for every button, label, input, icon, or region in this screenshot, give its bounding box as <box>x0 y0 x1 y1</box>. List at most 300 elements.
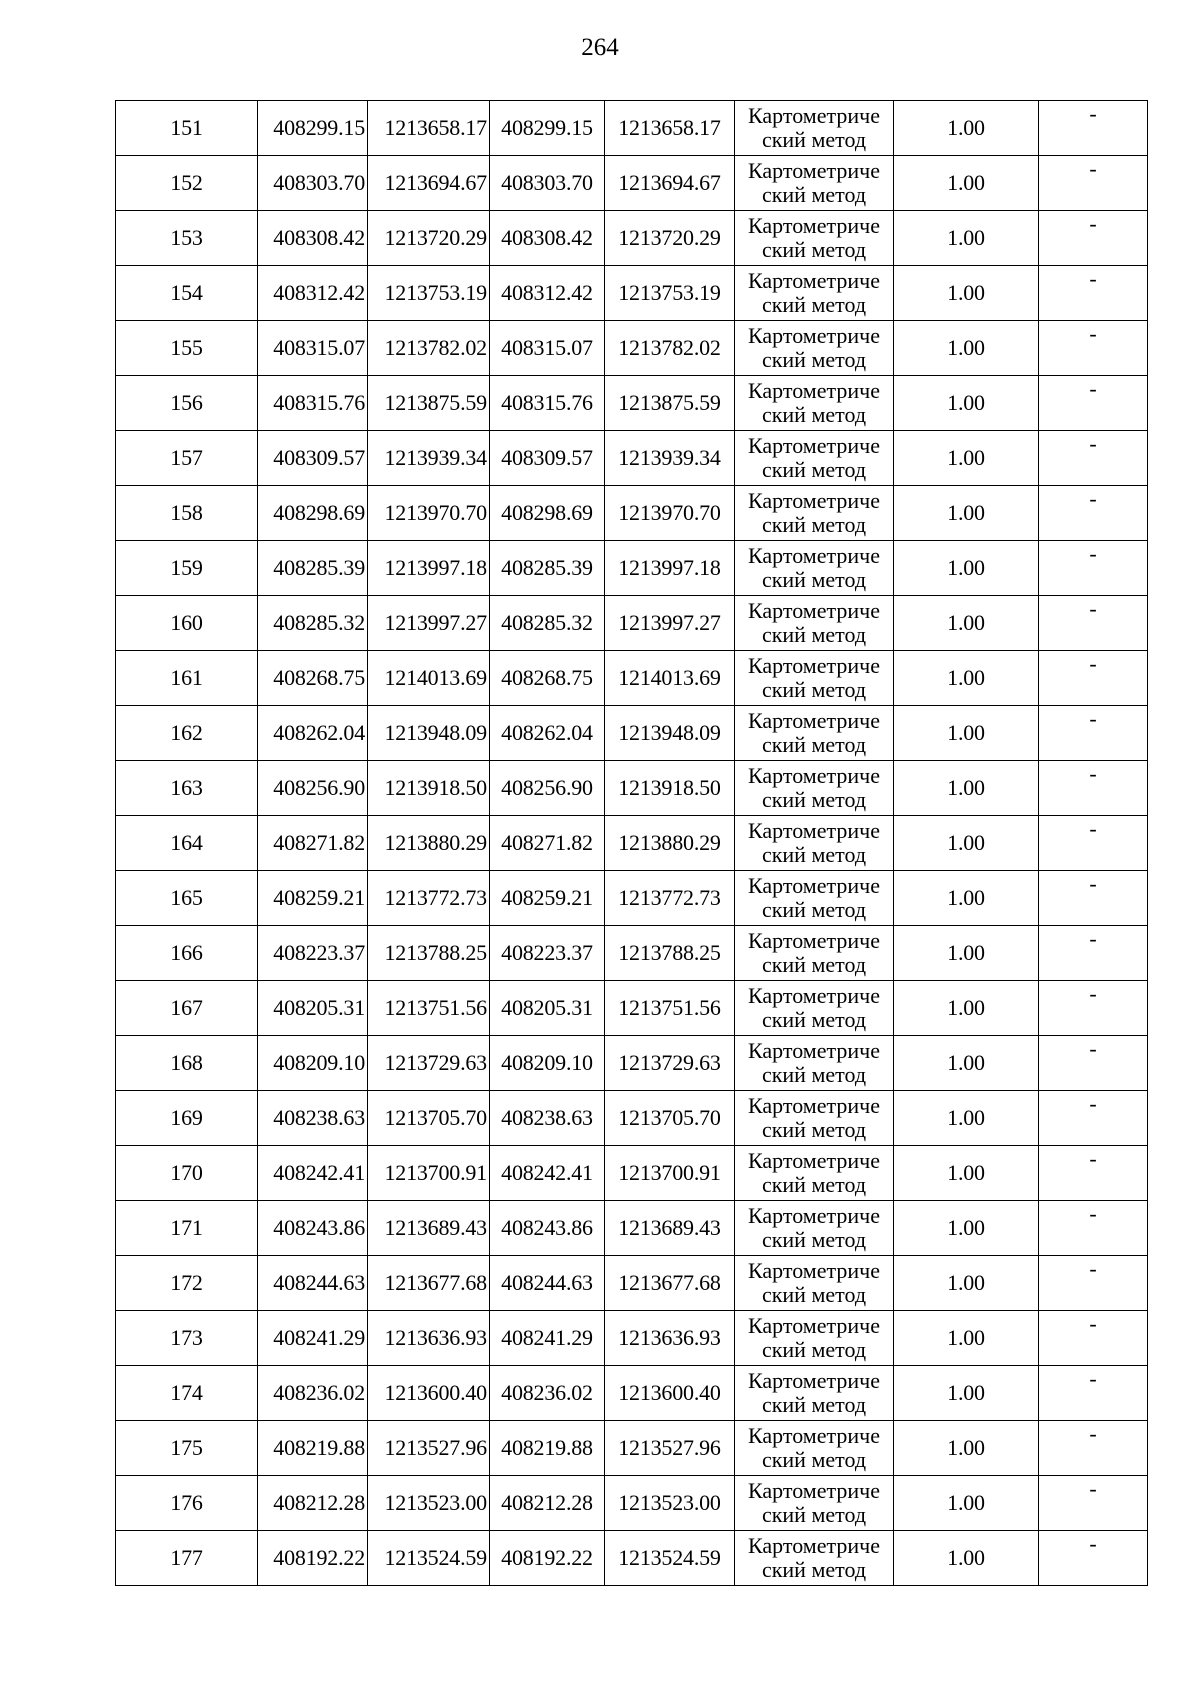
x-existing-cell: 408241.29 <box>258 1311 368 1366</box>
method-line-1: Картометриче <box>748 1313 880 1338</box>
x-existing-cell: 408298.69 <box>258 486 368 541</box>
note-cell: - <box>1039 1146 1148 1201</box>
method-line-1: Картометриче <box>748 103 880 128</box>
table-row <box>116 1091 1148 1146</box>
method-cell <box>735 156 894 211</box>
method-line-1: Картометриче <box>748 1533 880 1558</box>
x-new-cell: 408209.10 <box>490 1036 605 1091</box>
x-new-cell: 408308.42 <box>490 211 605 266</box>
method-cell <box>735 541 894 596</box>
method-line-1: Картометриче <box>748 378 880 403</box>
point-number-cell: 155 <box>116 321 258 376</box>
note-cell: - <box>1039 376 1148 431</box>
method-line-2: ский метод <box>761 292 867 317</box>
accuracy-cell: 1.00 <box>894 1531 1039 1586</box>
y-new-cell: 1213948.09 <box>605 706 735 761</box>
x-new-cell: 408285.39 <box>490 541 605 596</box>
table-row <box>116 596 1148 651</box>
method-cell <box>735 816 894 871</box>
y-new-cell: 1213600.40 <box>605 1366 735 1421</box>
table-row <box>116 376 1148 431</box>
method-cell <box>735 1421 894 1476</box>
accuracy-cell: 1.00 <box>894 596 1039 651</box>
method-cell <box>735 1476 894 1531</box>
method-line-2: ский метод <box>761 1282 867 1307</box>
point-number-cell: 167 <box>116 981 258 1036</box>
y-new-cell: 1213918.50 <box>605 761 735 816</box>
method-cell <box>735 1256 894 1311</box>
y-existing-cell: 1213997.18 <box>368 541 490 596</box>
point-number-cell: 161 <box>116 651 258 706</box>
method-cell <box>735 266 894 321</box>
note-cell: - <box>1039 651 1148 706</box>
note-cell: - <box>1039 1311 1148 1366</box>
x-new-cell: 408262.04 <box>490 706 605 761</box>
method-cell <box>735 376 894 431</box>
y-existing-cell: 1213753.19 <box>368 266 490 321</box>
x-new-cell: 408243.86 <box>490 1201 605 1256</box>
method-line-2: ский метод <box>761 897 867 922</box>
y-existing-cell: 1213524.59 <box>368 1531 490 1586</box>
accuracy-cell: 1.00 <box>894 1146 1039 1201</box>
x-new-cell: 408241.29 <box>490 1311 605 1366</box>
y-new-cell: 1213527.96 <box>605 1421 735 1476</box>
method-line-2: ский метод <box>761 677 867 702</box>
x-new-cell: 408192.22 <box>490 1531 605 1586</box>
method-line-1: Картометриче <box>748 268 880 293</box>
method-cell <box>735 321 894 376</box>
x-existing-cell: 408242.41 <box>258 1146 368 1201</box>
x-new-cell: 408309.57 <box>490 431 605 486</box>
y-existing-cell: 1213788.25 <box>368 926 490 981</box>
point-number-cell: 154 <box>116 266 258 321</box>
y-existing-cell: 1213948.09 <box>368 706 490 761</box>
y-new-cell: 1213970.70 <box>605 486 735 541</box>
x-existing-cell: 408209.10 <box>258 1036 368 1091</box>
method-line-2: ский метод <box>761 787 867 812</box>
table-row <box>116 1531 1148 1586</box>
point-number-cell: 169 <box>116 1091 258 1146</box>
method-line-1: Картометриче <box>748 763 880 788</box>
page-number: 264 <box>581 34 619 61</box>
point-number-cell: 158 <box>116 486 258 541</box>
table-row <box>116 1201 1148 1256</box>
accuracy-cell: 1.00 <box>894 1311 1039 1366</box>
method-cell <box>735 211 894 266</box>
point-number-cell: 165 <box>116 871 258 926</box>
x-existing-cell: 408271.82 <box>258 816 368 871</box>
x-existing-cell: 408259.21 <box>258 871 368 926</box>
method-cell <box>735 1036 894 1091</box>
x-existing-cell: 408315.07 <box>258 321 368 376</box>
note-cell: - <box>1039 816 1148 871</box>
method-line-2: ский метод <box>761 457 867 482</box>
point-number-cell: 174 <box>116 1366 258 1421</box>
table-body <box>116 101 1148 1586</box>
note-cell: - <box>1039 1531 1148 1586</box>
accuracy-cell: 1.00 <box>894 1036 1039 1091</box>
method-cell <box>735 761 894 816</box>
method-cell <box>735 871 894 926</box>
y-existing-cell: 1213600.40 <box>368 1366 490 1421</box>
accuracy-cell: 1.00 <box>894 156 1039 211</box>
method-line-1: Картометриче <box>748 1258 880 1283</box>
method-line-1: Картометриче <box>748 1148 880 1173</box>
accuracy-cell: 1.00 <box>894 871 1039 926</box>
method-line-1: Картометриче <box>748 598 880 623</box>
x-new-cell: 408299.15 <box>490 101 605 156</box>
method-cell <box>735 431 894 486</box>
method-line-2: ский метод <box>761 1337 867 1362</box>
note-cell: - <box>1039 101 1148 156</box>
x-existing-cell: 408212.28 <box>258 1476 368 1531</box>
note-cell: - <box>1039 981 1148 1036</box>
method-cell <box>735 1531 894 1586</box>
accuracy-cell: 1.00 <box>894 651 1039 706</box>
method-line-1: Картометриче <box>748 543 880 568</box>
y-existing-cell: 1213729.63 <box>368 1036 490 1091</box>
method-cell <box>735 1091 894 1146</box>
accuracy-cell: 1.00 <box>894 1201 1039 1256</box>
x-new-cell: 408303.70 <box>490 156 605 211</box>
point-number-cell: 170 <box>116 1146 258 1201</box>
x-existing-cell: 408315.76 <box>258 376 368 431</box>
point-number-cell: 156 <box>116 376 258 431</box>
y-new-cell: 1213705.70 <box>605 1091 735 1146</box>
method-line-2: ский метод <box>761 127 867 152</box>
method-line-2: ский метод <box>761 622 867 647</box>
accuracy-cell: 1.00 <box>894 816 1039 871</box>
point-number-cell: 153 <box>116 211 258 266</box>
method-line-2: ский метод <box>761 952 867 977</box>
x-existing-cell: 408268.75 <box>258 651 368 706</box>
y-existing-cell: 1213527.96 <box>368 1421 490 1476</box>
point-number-cell: 177 <box>116 1531 258 1586</box>
method-line-1: Картометриче <box>748 158 880 183</box>
method-cell <box>735 926 894 981</box>
x-new-cell: 408298.69 <box>490 486 605 541</box>
y-existing-cell: 1213523.00 <box>368 1476 490 1531</box>
note-cell: - <box>1039 596 1148 651</box>
y-existing-cell: 1213689.43 <box>368 1201 490 1256</box>
point-number-cell: 176 <box>116 1476 258 1531</box>
y-new-cell: 1214013.69 <box>605 651 735 706</box>
accuracy-cell: 1.00 <box>894 926 1039 981</box>
y-new-cell: 1213939.34 <box>605 431 735 486</box>
note-cell: - <box>1039 541 1148 596</box>
x-new-cell: 408259.21 <box>490 871 605 926</box>
method-line-2: ский метод <box>761 237 867 262</box>
table-row <box>116 266 1148 321</box>
point-number-cell: 159 <box>116 541 258 596</box>
accuracy-cell: 1.00 <box>894 761 1039 816</box>
method-line-1: Картометриче <box>748 488 880 513</box>
x-new-cell: 408212.28 <box>490 1476 605 1531</box>
note-cell: - <box>1039 1366 1148 1421</box>
coordinates-table <box>115 100 1148 1586</box>
table-row <box>116 1421 1148 1476</box>
point-number-cell: 164 <box>116 816 258 871</box>
x-existing-cell: 408309.57 <box>258 431 368 486</box>
y-new-cell: 1213772.73 <box>605 871 735 926</box>
x-existing-cell: 408219.88 <box>258 1421 368 1476</box>
method-cell <box>735 1366 894 1421</box>
accuracy-cell: 1.00 <box>894 266 1039 321</box>
x-new-cell: 408219.88 <box>490 1421 605 1476</box>
point-number-cell: 152 <box>116 156 258 211</box>
method-line-2: ский метод <box>761 182 867 207</box>
accuracy-cell: 1.00 <box>894 211 1039 266</box>
y-existing-cell: 1213875.59 <box>368 376 490 431</box>
x-new-cell: 408268.75 <box>490 651 605 706</box>
method-line-1: Картометриче <box>748 1423 880 1448</box>
table-row <box>116 1311 1148 1366</box>
table-row <box>116 321 1148 376</box>
table-row <box>116 1256 1148 1311</box>
y-existing-cell: 1213720.29 <box>368 211 490 266</box>
note-cell: - <box>1039 321 1148 376</box>
note-cell: - <box>1039 486 1148 541</box>
accuracy-cell: 1.00 <box>894 1421 1039 1476</box>
point-number-cell: 157 <box>116 431 258 486</box>
x-new-cell: 408236.02 <box>490 1366 605 1421</box>
method-line-1: Картометриче <box>748 983 880 1008</box>
method-line-1: Картометриче <box>748 873 880 898</box>
y-existing-cell: 1213880.29 <box>368 816 490 871</box>
table-row <box>116 101 1148 156</box>
y-new-cell: 1213997.18 <box>605 541 735 596</box>
note-cell: - <box>1039 926 1148 981</box>
table-row <box>116 1476 1148 1531</box>
method-cell <box>735 1201 894 1256</box>
method-cell <box>735 486 894 541</box>
table-row <box>116 1146 1148 1201</box>
x-new-cell: 408244.63 <box>490 1256 605 1311</box>
method-line-1: Картометриче <box>748 323 880 348</box>
method-line-2: ский метод <box>761 347 867 372</box>
y-existing-cell: 1213970.70 <box>368 486 490 541</box>
x-new-cell: 408285.32 <box>490 596 605 651</box>
y-new-cell: 1213658.17 <box>605 101 735 156</box>
x-new-cell: 408256.90 <box>490 761 605 816</box>
y-existing-cell: 1213782.02 <box>368 321 490 376</box>
method-cell <box>735 1146 894 1201</box>
y-existing-cell: 1213705.70 <box>368 1091 490 1146</box>
y-new-cell: 1213753.19 <box>605 266 735 321</box>
method-cell <box>735 1311 894 1366</box>
note-cell: - <box>1039 1036 1148 1091</box>
y-new-cell: 1213694.67 <box>605 156 735 211</box>
y-existing-cell: 1213636.93 <box>368 1311 490 1366</box>
accuracy-cell: 1.00 <box>894 486 1039 541</box>
x-existing-cell: 408238.63 <box>258 1091 368 1146</box>
method-line-1: Картометриче <box>748 1368 880 1393</box>
y-new-cell: 1213700.91 <box>605 1146 735 1201</box>
y-new-cell: 1213729.63 <box>605 1036 735 1091</box>
method-line-2: ский метод <box>761 512 867 537</box>
table-row <box>116 486 1148 541</box>
note-cell: - <box>1039 706 1148 761</box>
method-cell <box>735 981 894 1036</box>
x-new-cell: 408223.37 <box>490 926 605 981</box>
method-line-2: ский метод <box>761 1062 867 1087</box>
table-row <box>116 926 1148 981</box>
note-cell: - <box>1039 871 1148 926</box>
method-line-2: ский метод <box>761 1007 867 1032</box>
method-line-2: ский метод <box>761 402 867 427</box>
method-cell <box>735 651 894 706</box>
y-new-cell: 1213751.56 <box>605 981 735 1036</box>
point-number-cell: 172 <box>116 1256 258 1311</box>
y-existing-cell: 1213677.68 <box>368 1256 490 1311</box>
y-new-cell: 1213677.68 <box>605 1256 735 1311</box>
y-new-cell: 1213997.27 <box>605 596 735 651</box>
x-new-cell: 408271.82 <box>490 816 605 871</box>
point-number-cell: 173 <box>116 1311 258 1366</box>
x-existing-cell: 408256.90 <box>258 761 368 816</box>
table-row <box>116 1366 1148 1421</box>
y-existing-cell: 1213751.56 <box>368 981 490 1036</box>
y-new-cell: 1213788.25 <box>605 926 735 981</box>
method-line-2: ский метод <box>761 1172 867 1197</box>
method-line-2: ский метод <box>761 842 867 867</box>
method-line-2: ский метод <box>761 1392 867 1417</box>
method-line-2: ский метод <box>761 567 867 592</box>
point-number-cell: 160 <box>116 596 258 651</box>
method-line-1: Картометриче <box>748 1093 880 1118</box>
note-cell: - <box>1039 1201 1148 1256</box>
y-existing-cell: 1213997.27 <box>368 596 490 651</box>
x-new-cell: 408238.63 <box>490 1091 605 1146</box>
x-existing-cell: 408205.31 <box>258 981 368 1036</box>
point-number-cell: 171 <box>116 1201 258 1256</box>
accuracy-cell: 1.00 <box>894 101 1039 156</box>
note-cell: - <box>1039 431 1148 486</box>
note-cell: - <box>1039 1091 1148 1146</box>
note-cell: - <box>1039 761 1148 816</box>
y-new-cell: 1213524.59 <box>605 1531 735 1586</box>
table-row <box>116 761 1148 816</box>
x-new-cell: 408315.76 <box>490 376 605 431</box>
accuracy-cell: 1.00 <box>894 1091 1039 1146</box>
x-existing-cell: 408244.63 <box>258 1256 368 1311</box>
method-cell <box>735 101 894 156</box>
y-existing-cell: 1213694.67 <box>368 156 490 211</box>
table-row <box>116 431 1148 486</box>
point-number-cell: 163 <box>116 761 258 816</box>
method-line-1: Картометриче <box>748 653 880 678</box>
x-new-cell: 408242.41 <box>490 1146 605 1201</box>
accuracy-cell: 1.00 <box>894 706 1039 761</box>
method-line-2: ский метод <box>761 1447 867 1472</box>
method-line-2: ский метод <box>761 1557 867 1582</box>
accuracy-cell: 1.00 <box>894 1366 1039 1421</box>
point-number-cell: 175 <box>116 1421 258 1476</box>
method-line-1: Картометриче <box>748 1038 880 1063</box>
table-row <box>116 651 1148 706</box>
y-new-cell: 1213689.43 <box>605 1201 735 1256</box>
x-existing-cell: 408223.37 <box>258 926 368 981</box>
note-cell: - <box>1039 211 1148 266</box>
note-cell: - <box>1039 1256 1148 1311</box>
method-line-1: Картометриче <box>748 1478 880 1503</box>
x-existing-cell: 408262.04 <box>258 706 368 761</box>
table-row <box>116 541 1148 596</box>
note-cell: - <box>1039 156 1148 211</box>
method-line-1: Картометриче <box>748 708 880 733</box>
accuracy-cell: 1.00 <box>894 541 1039 596</box>
point-number-cell: 162 <box>116 706 258 761</box>
method-line-2: ский метод <box>761 1117 867 1142</box>
y-existing-cell: 1213939.34 <box>368 431 490 486</box>
method-cell <box>735 596 894 651</box>
y-new-cell: 1213782.02 <box>605 321 735 376</box>
x-existing-cell: 408285.32 <box>258 596 368 651</box>
method-line-1: Картометриче <box>748 1203 880 1228</box>
x-new-cell: 408205.31 <box>490 981 605 1036</box>
y-existing-cell: 1213658.17 <box>368 101 490 156</box>
method-line-2: ский метод <box>761 1227 867 1252</box>
note-cell: - <box>1039 1476 1148 1531</box>
y-existing-cell: 1214013.69 <box>368 651 490 706</box>
x-existing-cell: 408192.22 <box>258 1531 368 1586</box>
method-line-1: Картометриче <box>748 928 880 953</box>
table-row <box>116 981 1148 1036</box>
accuracy-cell: 1.00 <box>894 1476 1039 1531</box>
y-new-cell: 1213880.29 <box>605 816 735 871</box>
x-existing-cell: 408312.42 <box>258 266 368 321</box>
y-new-cell: 1213523.00 <box>605 1476 735 1531</box>
x-existing-cell: 408303.70 <box>258 156 368 211</box>
table-row <box>116 1036 1148 1091</box>
table-row <box>116 816 1148 871</box>
y-existing-cell: 1213700.91 <box>368 1146 490 1201</box>
x-existing-cell: 408243.86 <box>258 1201 368 1256</box>
note-cell: - <box>1039 1421 1148 1476</box>
point-number-cell: 151 <box>116 101 258 156</box>
accuracy-cell: 1.00 <box>894 981 1039 1036</box>
x-existing-cell: 408299.15 <box>258 101 368 156</box>
accuracy-cell: 1.00 <box>894 321 1039 376</box>
table-row <box>116 211 1148 266</box>
method-line-1: Картометриче <box>748 818 880 843</box>
method-line-2: ский метод <box>761 732 867 757</box>
y-existing-cell: 1213772.73 <box>368 871 490 926</box>
point-number-cell: 168 <box>116 1036 258 1091</box>
method-cell <box>735 706 894 761</box>
y-new-cell: 1213875.59 <box>605 376 735 431</box>
y-new-cell: 1213720.29 <box>605 211 735 266</box>
table-row <box>116 706 1148 761</box>
y-existing-cell: 1213918.50 <box>368 761 490 816</box>
accuracy-cell: 1.00 <box>894 376 1039 431</box>
y-new-cell: 1213636.93 <box>605 1311 735 1366</box>
point-number-cell: 166 <box>116 926 258 981</box>
accuracy-cell: 1.00 <box>894 1256 1039 1311</box>
table-row <box>116 871 1148 926</box>
x-new-cell: 408315.07 <box>490 321 605 376</box>
x-new-cell: 408312.42 <box>490 266 605 321</box>
note-cell: - <box>1039 266 1148 321</box>
method-line-1: Картометриче <box>748 433 880 458</box>
x-existing-cell: 408236.02 <box>258 1366 368 1421</box>
method-line-2: ский метод <box>761 1502 867 1527</box>
method-line-1: Картометриче <box>748 213 880 238</box>
table-row <box>116 156 1148 211</box>
x-existing-cell: 408308.42 <box>258 211 368 266</box>
x-existing-cell: 408285.39 <box>258 541 368 596</box>
accuracy-cell: 1.00 <box>894 431 1039 486</box>
